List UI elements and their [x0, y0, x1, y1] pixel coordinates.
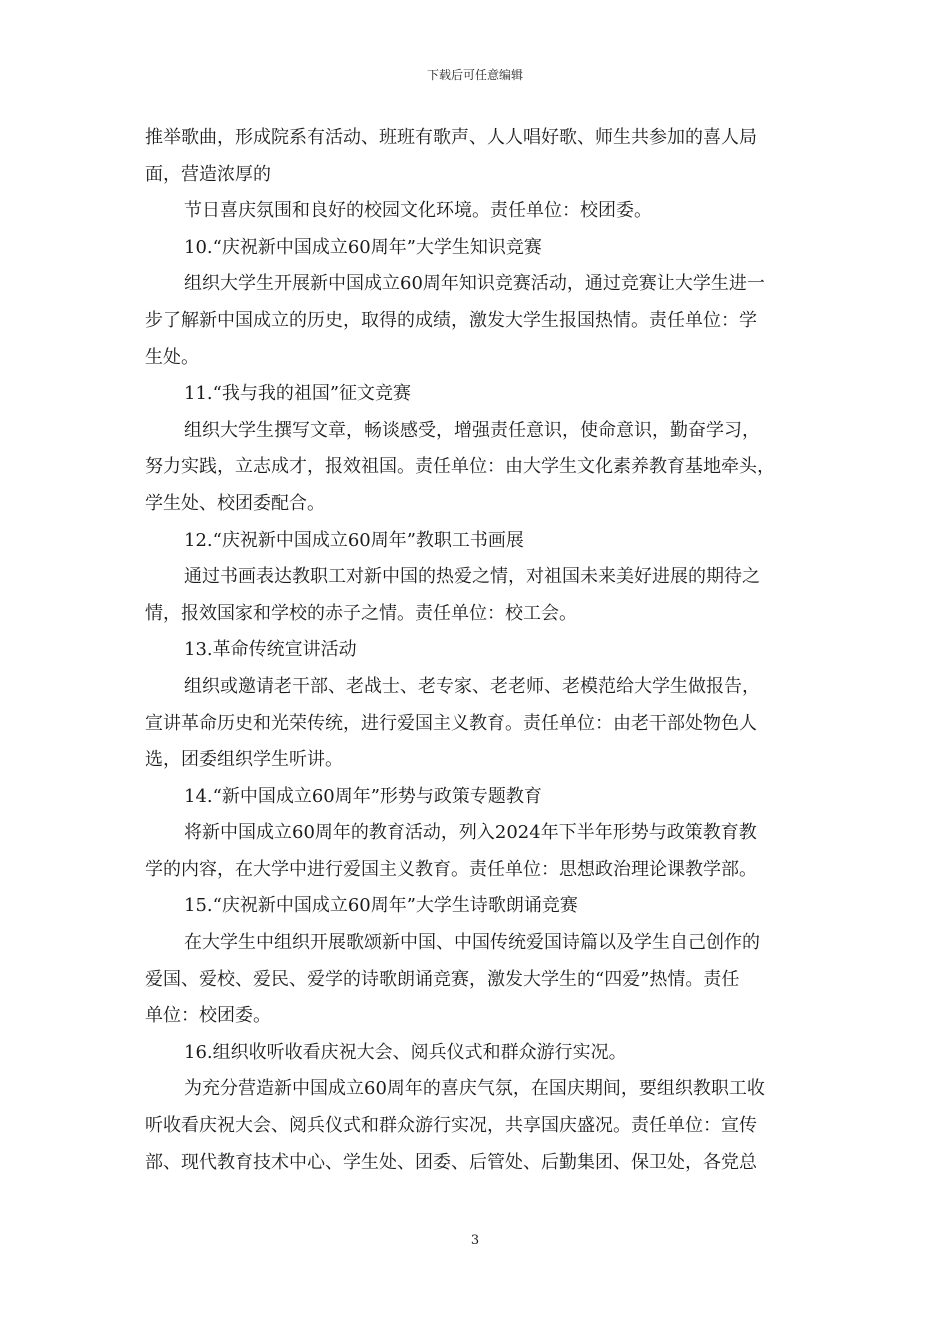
text-line: 为充分营造新中国成立60周年的喜庆气氛，在国庆期间，要组织教职工收	[184, 1078, 765, 1100]
page-footer	[0, 1233, 950, 1248]
text-line: 10.“庆祝新中国成立60周年”大学生知识竞赛	[184, 236, 542, 258]
text-line: 组织大学生撰写文章，畅谈感受，增强责任意识，使命意识，勤奋学习，	[184, 419, 760, 441]
text-line: 组织大学生开展新中国成立60周年知识竞赛活动，通过竞赛让大学生进一	[184, 273, 765, 295]
text-line: 11.“我与我的祖国”征文竞赛	[184, 383, 412, 405]
text-line: 16.组织收听收看庆祝大会、阅兵仪式和群众游行实况。	[184, 1041, 627, 1063]
text-line: 爱国、爱校、爱民、爱学的诗歌朗诵竞赛，激发大学生的“四爱”热情。责任	[145, 968, 740, 990]
text-line: 12.“庆祝新中国成立60周年”教职工书画展	[184, 529, 524, 551]
text-line: 听收看庆祝大会、阅兵仪式和群众游行实况，共享国庆盛况。责任单位：宣传	[145, 1115, 757, 1137]
text-line: 情，报效国家和学校的赤子之情。责任单位：校工会。	[145, 602, 577, 624]
text-line: 单位：校团委。	[145, 1005, 271, 1027]
text-line: 学的内容，在大学中进行爱国主义教育。责任单位：思想政治理论课教学部。	[145, 858, 757, 880]
text-line: 通过书画表达教职工对新中国的热爱之情，对祖国未来美好进展的期待之	[184, 566, 760, 588]
text-line: 推举歌曲，形成院系有活动、班班有歌声、人人唱好歌、师生共参加的喜人局	[145, 127, 757, 148]
text-line: 面，营造浓厚的	[145, 163, 271, 185]
text-line: 步了解新中国成立的历史，取得的成绩，激发大学生报国热情。责任单位：学	[145, 309, 757, 331]
text-line: 选，团委组织学生听讲。	[145, 749, 343, 771]
document-body	[145, 120, 813, 1181]
text-line: 将新中国成立60周年的教育活动，列入2024年下半年形势与政策教育教	[184, 822, 757, 844]
text-line: 组织或邀请老干部、老战士、老专家、老老师、老模范给大学生做报告，	[184, 675, 760, 697]
text-line: 13.革命传统宣讲活动	[184, 639, 357, 661]
text-line: 学生处、校团委配合。	[145, 492, 325, 514]
header-text: 下载后可任意编辑	[426, 68, 523, 82]
text-line: 努力实践，立志成才，报效祖国。责任单位：由大学生文化素养教育基地牵头，	[145, 456, 775, 478]
text-line: 部、现代教育技术中心、学生处、团委、后管处、后勤集团、保卫处，各党总	[145, 1151, 757, 1173]
page-number: 3	[470, 1233, 480, 1248]
text-line: 生处。	[145, 346, 199, 368]
page-header	[0, 66, 950, 83]
text-line: 14.“新中国成立60周年”形势与政策专题教育	[184, 785, 542, 807]
text-line: 节日喜庆氛围和良好的校园文化环境。责任单位：校团委。	[184, 200, 652, 222]
text-line: 宣讲革命历史和光荣传统，进行爱国主义教育。责任单位：由老干部处物色人	[145, 712, 757, 734]
text-line: 15.“庆祝新中国成立60周年”大学生诗歌朗诵竞赛	[184, 895, 578, 917]
text-line: 在大学生中组织开展歌颂新中国、中国传统爱国诗篇以及学生自己创作的	[184, 932, 760, 954]
